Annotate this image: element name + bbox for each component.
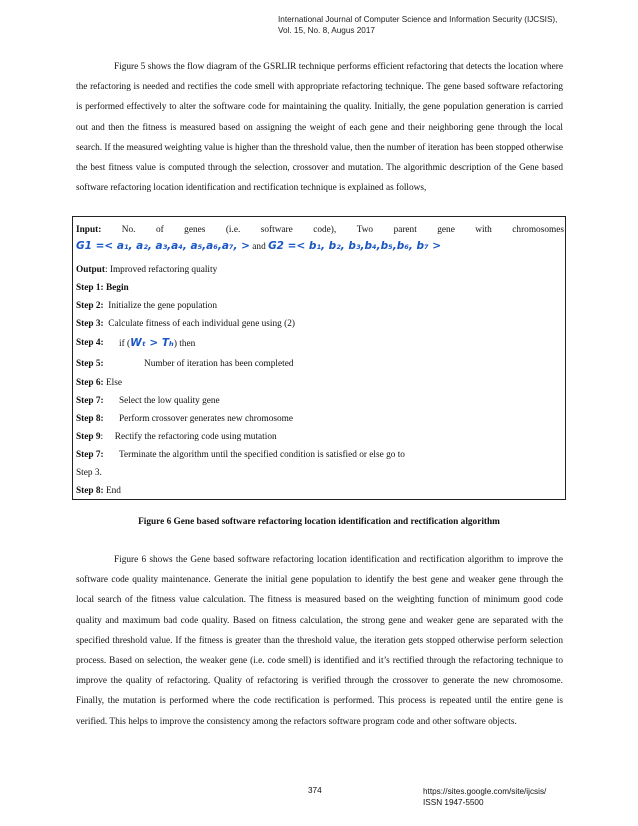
output-text: : Improved refactoring quality [104,265,218,275]
input-word: of [155,225,164,235]
step-label: Step 4: [76,338,104,348]
step-row [76,336,564,350]
explanation-paragraph [76,550,563,732]
step-row [76,299,564,313]
intro-paragraph [76,57,563,198]
step-text: if ( [119,339,131,349]
step-row [76,317,564,331]
algorithm-box [72,216,566,500]
journal-url: https://sites.google.com/site/ijcsis/ [423,787,547,796]
input-word: genes [184,225,206,235]
step-text: Number of iteration has been completed [144,359,294,369]
issn: ISSN 1947-5500 [423,798,484,807]
step-text: Perform crossover generates new chromosome [119,414,293,424]
journal-title: International Journal of Computer Science and Information Security (IJCSIS), [278,15,558,24]
journal-volume: Vol. 15, No. 8, Augus 2017 [278,26,375,35]
step-text: Calculate fitness of each individual gene using (2) [108,319,295,329]
step-text: Else [105,378,122,388]
input-word: code), [313,225,337,235]
step-text: Select the low quality gene [119,396,220,406]
step-row [76,357,564,371]
step-text: Initialize the gene population [108,301,217,311]
step-text: Begin [105,283,129,293]
output-row [76,263,564,277]
step-text: Terminate the algorithm until the specified condition is satisfied or else go to [119,450,405,460]
intro-paragraph-text: Figure 5 shows the flow diagram of the GSRLIR technique performs efficient refactoring that detects the location where the refactoring is needed and rectifies the code smell with appropriate refactoring technique. The gene based software refactoring is performed effectively to alter the software code for maintaining the quality. Initially, the gene population generation is carried out and then the fitness is measured based on assigning the weight of each gene and their neighboring gene through the local search. If the measured weighting value is higher than the threshold value, then the number of iteration has been stopped otherwise the best fitness value is computed through the selection, crossover and mutation. The algorithmic description of the Gene based software refactoring location identification and rectification technique is explained as follows, [76,62,563,194]
step-text: ) then [173,339,196,349]
step-label: Step 6: [76,378,104,388]
explanation-paragraph-text: Figure 6 shows the Gene based software refactoring location identification and rectification algorithm to improve the software code quality maintenance. Generate the initial gene population to identify the best gene and weaker gene through the local search of the fitness value calculation. The fitness is measured based on the weighting function of minimum good code quality and maximum bad code quality. Based on fitness calculation, the strong gene and weaker gene are separated with the specified threshold value. If the fitness is greater than the threshold value, the iteration gets stopped otherwise perform selection process. Based on selection, the weaker gene (i.e. code smell) is identified and it’s rectified through the refactoring technique to improve the quality of refactoring. Quality of refactoring is verified through the crossover to generate the new chromosome. Finally, the mutation is performed where the code rectification is performed. This process is repeated until the entire gene is verified. This helps to improve the consistency among the refactors software program code and other software objects. [76,555,563,727]
step-text: End [105,486,121,496]
step-label: Step 5: [76,359,104,369]
step-row [76,466,564,480]
step-row [76,394,564,408]
step-row [76,376,564,390]
step-row [76,448,564,462]
g1-formula: G1 =< a₁, a₂, a₃,a₄, a₅,a₆,a₇, > [76,240,250,252]
step-label: Step 7: [76,396,104,406]
step-text: : Rectify the refactoring code using mutation [100,432,277,442]
chromosome-row [76,239,564,254]
figure-caption: Figure 6 Gene based software refactoring location identification and rectification algorithm [138,517,500,527]
input-word: with [475,225,492,235]
input-word: software [260,225,293,235]
step-label: Step 2: [76,301,104,311]
output-label: Output [76,265,105,275]
input-word: Two [356,225,374,235]
g2-formula: G2 =< b₁, b₂, b₃,b₄,b₅,b₆, b₇ > [268,240,442,252]
step-label: Step 7: [76,450,104,460]
step-label: Step 1: [76,283,104,293]
input-row [76,223,564,237]
input-word: gene [437,225,455,235]
journal-header [278,14,618,36]
input-label: Input: [76,225,102,235]
step-row [76,430,564,444]
footer-info [423,786,623,808]
page-number: 374 [308,786,322,795]
step-label: Step 9 [76,432,101,442]
step-row [76,412,564,426]
input-word: No. [121,225,136,235]
threshold-formula: Wₜ > Tₕ [130,337,174,349]
step-row [76,281,564,295]
step-label: Step 8: [76,486,104,496]
input-word: parent [393,225,417,235]
input-word: chromosomes [512,225,564,235]
step-label: Step 8: [76,414,104,424]
step-label: Step 3: [76,319,104,329]
step-text: Step 3. [76,468,102,478]
input-word: (i.e. [225,225,241,235]
step-row [76,484,564,498]
and-text: and [252,242,266,252]
